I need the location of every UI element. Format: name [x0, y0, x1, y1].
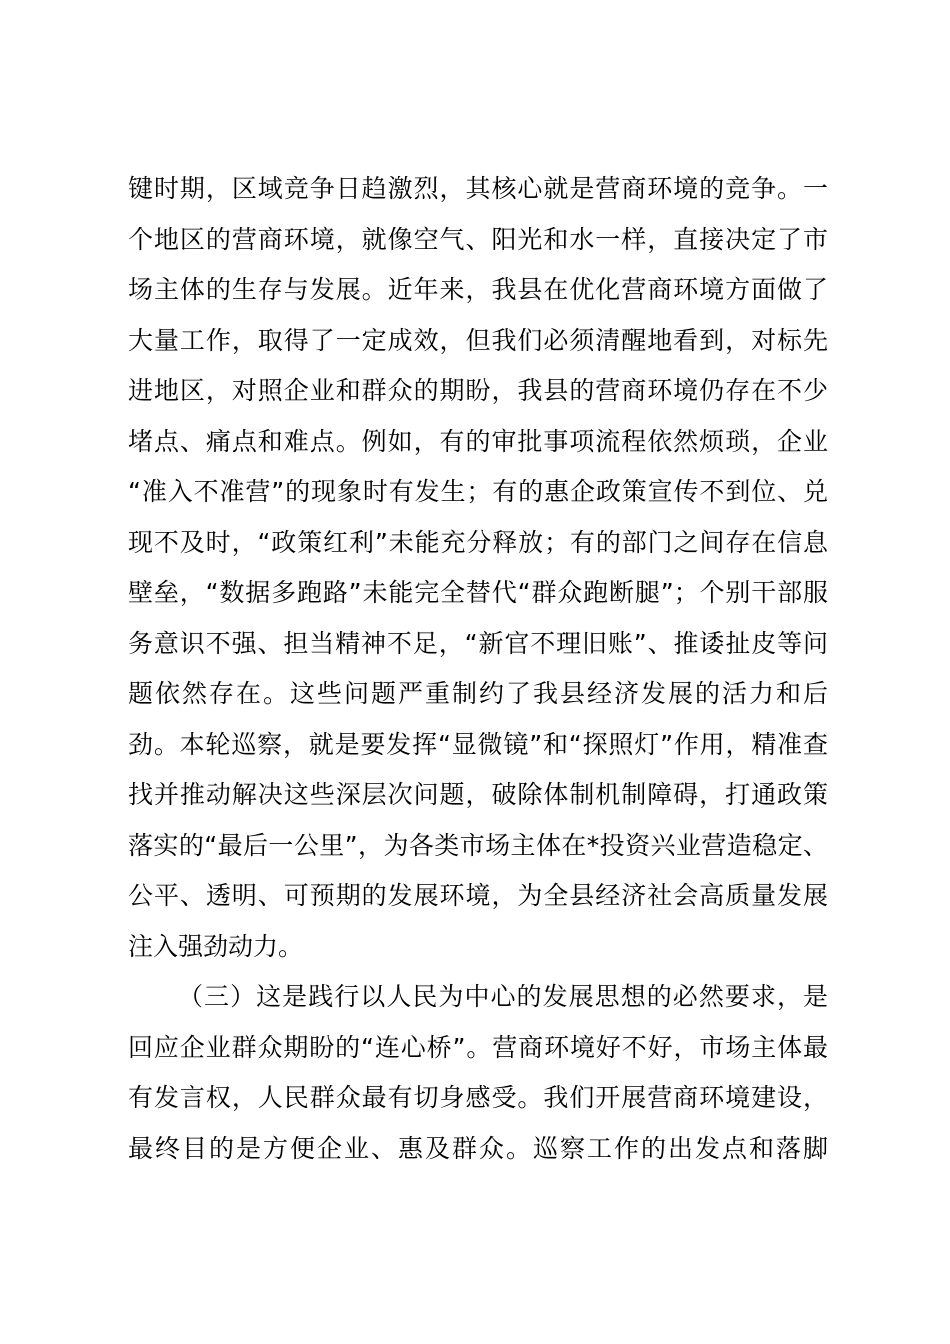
text-line-14: 落实的“最后一公里”，为各类市场主体在*投资兴业营造稳定、 [128, 830, 828, 860]
text-line-11: 题依然存在。这些问题严重制约了我县经济发展的活力和后 [128, 679, 828, 708]
text-line-15: 公平、透明、可预期的发展环境，为全县经济社会高质量发展 [128, 881, 828, 910]
text-line-10: 务意识不强、担当精神不足，“新官不理旧账”、推诿扯皮等问 [128, 628, 828, 658]
text-line-7: “准入不准营”的现象时有发生；有的惠企政策宣传不到位、兑 [128, 477, 828, 506]
text-line-12: 劲。本轮巡察，就是要发挥“显微镜”和“探照灯”作用，精准查 [128, 729, 828, 759]
text-line-19: 有发言权，人民群众最有切身感受。我们开展营商环境建设， [128, 1083, 828, 1112]
text-line-2: 个地区的营商环境，就像空气、阳光和水一样，直接决定了市 [128, 224, 828, 254]
text-line-8: 现不及时，“政策红利”未能充分释放；有的部门之间存在信息 [128, 527, 828, 557]
text-line-1: 键时期，区域竞争日趋激烈，其核心就是营商环境的竞争。一 [128, 174, 828, 203]
text-line-20: 最终目的是方便企业、惠及群众。巡察工作的出发点和落脚 [128, 1133, 828, 1163]
text-line-18: 回应企业群众期盼的“连心桥”。营商环境好不好，市场主体最 [128, 1032, 828, 1062]
text-line-17: （三）这是践行以人民为中心的发展思想的必然要求，是 [178, 982, 828, 1011]
text-line-13: 找并推动解决这些深层次问题，破除体制机制障碍，打通政策 [128, 780, 828, 809]
text-line-16: 注入强劲动力。 [128, 931, 304, 961]
text-line-6: 堵点、痛点和难点。例如，有的审批事项流程依然烦琐，企业 [128, 426, 828, 456]
text-line-5: 进地区，对照企业和群众的期盼，我县的营商环境仍存在不少 [128, 376, 828, 405]
body-text [128, 164, 828, 1174]
text-line-4: 大量工作，取得了一定成效，但我们必须清醒地看到，对标先 [128, 325, 828, 355]
text-line-3: 场主体的生存与发展。近年来，我县在优化营商环境方面做了 [128, 275, 828, 304]
text-line-9: 壁垒，“数据多跑路”未能完全替代“群众跑断腿”；个别干部服 [128, 578, 828, 607]
